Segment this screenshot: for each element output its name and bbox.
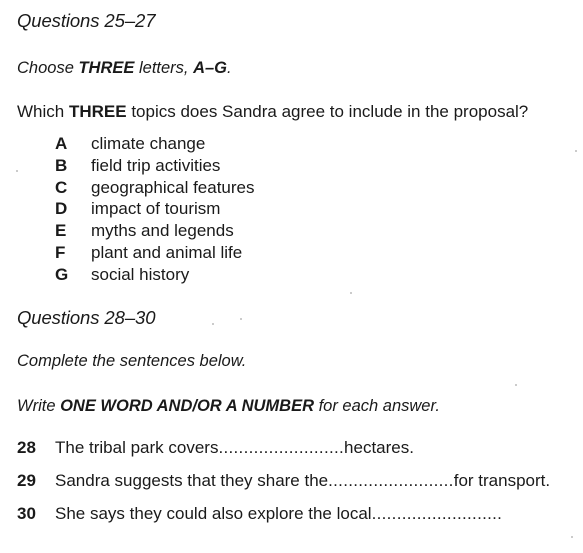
option-c: [55, 177, 255, 199]
section1-heading: Questions 25–27: [17, 10, 156, 31]
instruction-range: A–G: [193, 59, 228, 77]
sentence-29: [17, 470, 550, 503]
option-letter: E: [55, 221, 67, 241]
question-number: 29: [17, 471, 36, 490]
question-text: topics does Sandra agree to include in the proposal?: [126, 102, 529, 121]
option-text: social history: [91, 264, 190, 284]
answer-gap-28[interactable]: .........................: [218, 438, 345, 457]
option-letter: A: [55, 134, 68, 153]
sentence-text-after: for transport.: [453, 471, 551, 490]
question-number: 28: [17, 438, 36, 457]
sentence-28: [17, 437, 550, 470]
section1-instruction: [17, 59, 232, 78]
section2-instruction-write: [17, 397, 440, 416]
scan-speck: [571, 536, 573, 538]
option-text: impact of tourism: [91, 199, 221, 219]
instruction-text: letters,: [134, 59, 194, 77]
question-emphasis: THREE: [68, 102, 127, 121]
instruction-emphasis: THREE: [78, 59, 135, 77]
question-number: 30: [17, 504, 36, 523]
option-text: plant and animal life: [91, 242, 243, 262]
option-letter: C: [55, 177, 68, 197]
question-text: Which: [17, 102, 69, 121]
scan-speck: [350, 292, 352, 294]
options-list: [55, 133, 255, 286]
instruction-emphasis: ONE WORD AND/OR A NUMBER: [60, 397, 314, 415]
sentence-text-before: She says they could also explore the local: [55, 504, 372, 523]
question-25-27: [17, 102, 528, 122]
option-text: geographical features: [91, 177, 255, 197]
option-e: [55, 220, 255, 242]
sentence-30: [17, 503, 550, 536]
option-b: [55, 155, 255, 177]
scan-speck: [240, 318, 242, 320]
option-letter: D: [55, 199, 68, 219]
option-text: myths and legends: [91, 221, 234, 241]
option-text: field trip activities: [91, 155, 221, 175]
instruction-text: Choose: [17, 59, 79, 77]
option-letter: G: [55, 264, 69, 284]
instruction-text: for each answer.: [314, 397, 440, 415]
scan-speck: [16, 170, 18, 172]
scan-speck: [515, 384, 517, 386]
option-letter: B: [55, 155, 68, 175]
sentence-text-after: hectares.: [344, 438, 414, 457]
option-a: [55, 133, 255, 155]
sentence-list: [17, 437, 550, 536]
instruction-text: Write: [17, 397, 61, 415]
answer-gap-30[interactable]: .........................: [371, 504, 498, 523]
sentence-text-before: The tribal park covers: [55, 438, 219, 457]
option-d: [55, 198, 255, 220]
section2-instruction-complete: Complete the sentences below.: [17, 352, 247, 370]
sentence-text-before: Sandra suggests that they share the: [55, 471, 329, 490]
option-f: [55, 242, 255, 264]
sentence-text-after: .: [497, 504, 502, 523]
option-g: [55, 264, 255, 286]
instruction-text: .: [227, 59, 232, 77]
option-text: climate change: [91, 134, 206, 153]
option-letter: F: [55, 242, 66, 262]
section2-heading: Questions 28–30: [17, 307, 156, 328]
scan-speck: [575, 150, 577, 152]
answer-gap-29[interactable]: .........................: [328, 471, 454, 490]
scan-speck: [212, 323, 214, 325]
